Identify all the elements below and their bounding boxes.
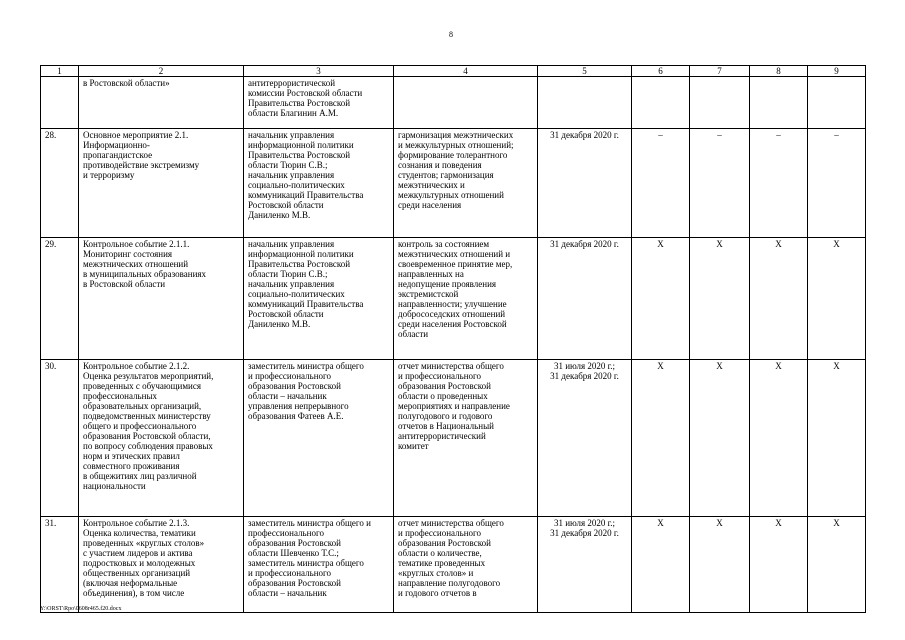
- quarter-mark: X: [690, 517, 750, 613]
- quarter-mark: X: [690, 238, 750, 360]
- column-number: 3: [244, 66, 394, 77]
- quarter-mark: –: [750, 129, 808, 238]
- row-number: [41, 77, 79, 129]
- row-number: 31.: [41, 517, 79, 613]
- column-number: 1: [41, 66, 79, 77]
- deadline: [538, 77, 632, 129]
- quarter-mark: –: [632, 129, 690, 238]
- table-row: [41, 238, 866, 360]
- quarter-mark: X: [632, 360, 690, 517]
- table-row: [41, 360, 866, 517]
- quarter-mark: X: [808, 360, 866, 517]
- event-title: Контрольное событие 2.1.2. Оценка результатов мероприятий, проведенных с обучающимися профессиональных образовательных организаций, подведомственных министерству общего и профессионального образования Ростовской области, по вопросу соблюдения правовых норм и этических правил совместного проживания в общежитиях лиц различной национальности: [79, 360, 244, 517]
- event-title: Основное мероприятие 2.1. Информационно- пропагандистское противодействие экстремизму и терроризму: [79, 129, 244, 238]
- responsible-executor: начальник управления информационной политики Правительства Ростовской области Тюрин С.В.; начальник управления социально-политических коммуникаций Правительства Ростовской области Даниленко М.В.: [244, 238, 394, 360]
- table-row: [41, 517, 866, 613]
- quarter-mark: X: [750, 238, 808, 360]
- quarter-mark: X: [632, 238, 690, 360]
- event-title: Контрольное событие 2.1.1. Мониторинг состояния межэтнических отношений в муниципальных образованиях в Ростовской области: [79, 238, 244, 360]
- expected-result: контроль за состоянием межэтнических отношений и своевременное принятие мер, направленных на недопущение проявления экстремистской направленности; улучшение добрососедских отношений среди населения Ростовской области: [394, 238, 538, 360]
- table-row: [41, 77, 866, 129]
- plan-table: [40, 65, 866, 613]
- quarter-mark: X: [808, 238, 866, 360]
- expected-result: отчет министерства общего и профессионального образования Ростовской области о количестве, тематике проведенных «круглых столов» и направление полугодового и годового отчетов в: [394, 517, 538, 613]
- row-number: 29.: [41, 238, 79, 360]
- column-number: 2: [79, 66, 244, 77]
- deadline: 31 декабря 2020 г.: [538, 238, 632, 360]
- quarter-mark: [632, 77, 690, 129]
- quarter-mark: [750, 77, 808, 129]
- column-number: 5: [538, 66, 632, 77]
- quarter-mark: –: [808, 129, 866, 238]
- responsible-executor: заместитель министра общего и профессионального образования Ростовской области Шевченко Т.С.; заместитель министра общего и профессионального образования Ростовской области – начальник: [244, 517, 394, 613]
- quarter-mark: –: [690, 129, 750, 238]
- deadline: 31 июля 2020 г.; 31 декабря 2020 г.: [538, 360, 632, 517]
- quarter-mark: X: [750, 517, 808, 613]
- responsible-executor: заместитель министра общего и профессионального образования Ростовской области – начальник управления непрерывного образования Фатеев А.Е.: [244, 360, 394, 517]
- row-number: 30.: [41, 360, 79, 517]
- quarter-mark: X: [750, 360, 808, 517]
- deadline: 31 декабря 2020 г.: [538, 129, 632, 238]
- quarter-mark: X: [632, 517, 690, 613]
- deadline: 31 июля 2020 г.; 31 декабря 2020 г.: [538, 517, 632, 613]
- responsible-executor: начальник управления информационной политики Правительства Ростовской области Тюрин С.В.; начальник управления социально-политических коммуникаций Правительства Ростовской области Даниленко М.В.: [244, 129, 394, 238]
- event-title: в Ростовской области»: [79, 77, 244, 129]
- column-number: 6: [632, 66, 690, 77]
- page-number: 8: [449, 30, 453, 39]
- column-number: 7: [690, 66, 750, 77]
- column-number: 8: [750, 66, 808, 77]
- table-header-row: [41, 66, 866, 77]
- expected-result: гармонизация межэтнических и межкультурных отношений; формирование толерантного сознания и поведения студентов; гармонизация межэтнических и межкультурных отношений среди населения: [394, 129, 538, 238]
- quarter-mark: X: [690, 360, 750, 517]
- responsible-executor: антитеррористической комиссии Ростовской области Правительства Ростовской области Благинин А.М.: [244, 77, 394, 129]
- row-number: 28.: [41, 129, 79, 238]
- file-path-footer: Y:\ORST\Rpo\0608r465.f20.docx: [40, 606, 122, 612]
- column-number: 9: [808, 66, 866, 77]
- expected-result: отчет министерства общего и профессионального образования Ростовской области о проведенных мероприятиях и направление полугодового и годового отчетов в Национальный антитеррористический комитет: [394, 360, 538, 517]
- table-row: [41, 129, 866, 238]
- quarter-mark: [690, 77, 750, 129]
- quarter-mark: X: [808, 517, 866, 613]
- event-title: Контрольное событие 2.1.3. Оценка количества, тематики проведенных «круглых столов» с участием лидеров и актива подростковых и молодежных общественных организаций (включая неформальные объединения), в том числе: [79, 517, 244, 613]
- column-number: 4: [394, 66, 538, 77]
- expected-result: [394, 77, 538, 129]
- quarter-mark: [808, 77, 866, 129]
